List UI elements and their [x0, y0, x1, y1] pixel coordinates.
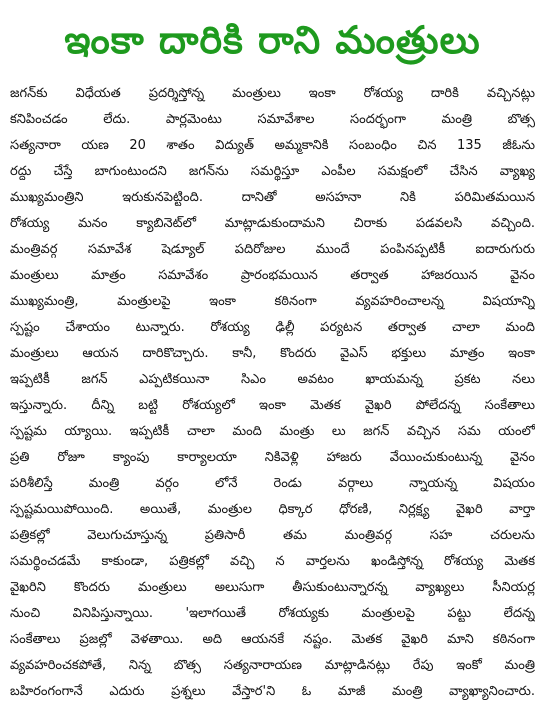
article-line: ప్రతి రోజూ క్యాంపు కార్యాలయా నికివెళ్లి హాజరు వేయించుకుంటున్న వైనం [10, 450, 535, 465]
article-line: సత్యనారా యణ 20 శాతం విద్యుత్ అమ్మకానికి సంబంధిం చిన 135 జీఓను [10, 138, 535, 153]
article-line: ఇప్పటికీ జగన్ ఎప్పటికయినా సిఎం అవటం ఖాయమన్న ప్రకట నలు [10, 372, 535, 387]
article-line: జగన్‌కు విధేయత ప్రదర్శిస్తోన్న మంత్రులు ఇంకా రోశయ్య దారికి వచ్చినట్లు [10, 86, 535, 101]
article-line: ముఖ్యమంత్రిని ఇరుకునపెట్టింది. దానితో అసహనా నికి పరిమితమయిన [10, 190, 535, 205]
article-line: నుంచి వినిపిస్తున్నాయి. 'ఇలాగయితే రోశయ్యకు మంత్రులపై పట్టు లేదన్న [10, 606, 535, 621]
article-line: సమర్థించడమే కాకుండా, పత్రికల్లో వచ్చి న వార్తలను ఖండిస్తోన్న రోశయ్య మెతక [10, 554, 535, 569]
article-line: బహిరంగంగానే ఎదురు ప్రశ్నలు వేస్తార'ని ఓ మాజీ మంత్రి వ్యాఖ్యానించారు. [10, 684, 535, 699]
article-line: పత్రికల్లో వెలుగుచూస్తున్న ప్రతిసారీ తమ మంత్రివర్గ సహ చరులను [10, 528, 535, 543]
article-line: ముఖ్యమంత్రి, మంత్రులపై ఇంకా కఠినంగా వ్యవహరించాలన్న విషయాన్ని [10, 294, 535, 309]
article-line: స్పష్టమయిపోయింది. అయితే, మంత్రుల ధిక్కార ధోరణి, నిర్లక్ష్య వైఖరి వార్తా [10, 502, 535, 517]
article-line: పరిశీలిస్తే మంత్రి వర్గం లోనే రెండు వర్గాలు న్నాయన్న విషయం [10, 476, 535, 491]
article-line: స్పష్టం చేశాయం టున్నారు. రోశయ్య ఢిల్లీ పర్యటన తర్వాత చాలా మంది [10, 320, 535, 335]
article-line: మంత్రివర్గ సమావేశ షెడ్యూల్ పదిరోజుల ముందే పంపినప్పటికీ ఐదారుగురు [10, 242, 535, 257]
article-line: మంత్రులు మాత్రం సమావేశం ప్రారంభమయిన తర్వాత హాజరయిన వైనం [10, 268, 535, 283]
article-headline: ఇంకా దారికి రాని మంత్రులు [64, 18, 481, 62]
article-line: వ్యవహరించకపోతే, నిన్న బొత్స సత్యనారాయణ మాట్లాడినట్లు రేపు ఇంకో మంత్రి [10, 658, 535, 673]
article-line: సంకేతాలు ప్రజల్లో వెళతాయి. అది ఆయనకే నష్టం. మెతక వైఖరి మాని కఠినంగా [10, 632, 535, 647]
article-line: మంత్రులు ఆయన దారికొచ్చారు. కానీ, కొందరు వైఎస్ భక్తులు మాత్రం ఇంకా [10, 346, 535, 361]
article-line: స్పష్టమ య్యాయి. ఇప్పటికీ చాలా మంది మంత్రు లు జగన్ వచ్చిన సమ యంలో [10, 424, 535, 439]
article-line: ఇస్తున్నారు. దీన్ని బట్టి రోశయ్యలో ఇంకా మెతక వైఖరి పోలేదన్న సంకేతాలు [10, 398, 535, 413]
article-line: రోశయ్య మనం క్యాబినెట్‌లో మాట్లాడుకుందామని చిరాకు పడవలసి వచ్చింది. [10, 216, 535, 231]
article-line: వైఖరిని కొందరు మంత్రులు అలుసుగా తీసుకుంటున్నారన్న వ్యాఖ్యలు సీనియర్ల [10, 580, 535, 595]
article-line: రద్దు చేస్తే బాగుంటుందని జగన్‌ను సమర్థిస్తూ ఎంపీల సమక్షంలో చేసిన వ్యాఖ్య [10, 164, 535, 179]
article-line: కనిపించడం లేదు. పార్లమెంటు సమావేశాల సందర్భంగా మంత్రి బొత్స [10, 112, 535, 127]
